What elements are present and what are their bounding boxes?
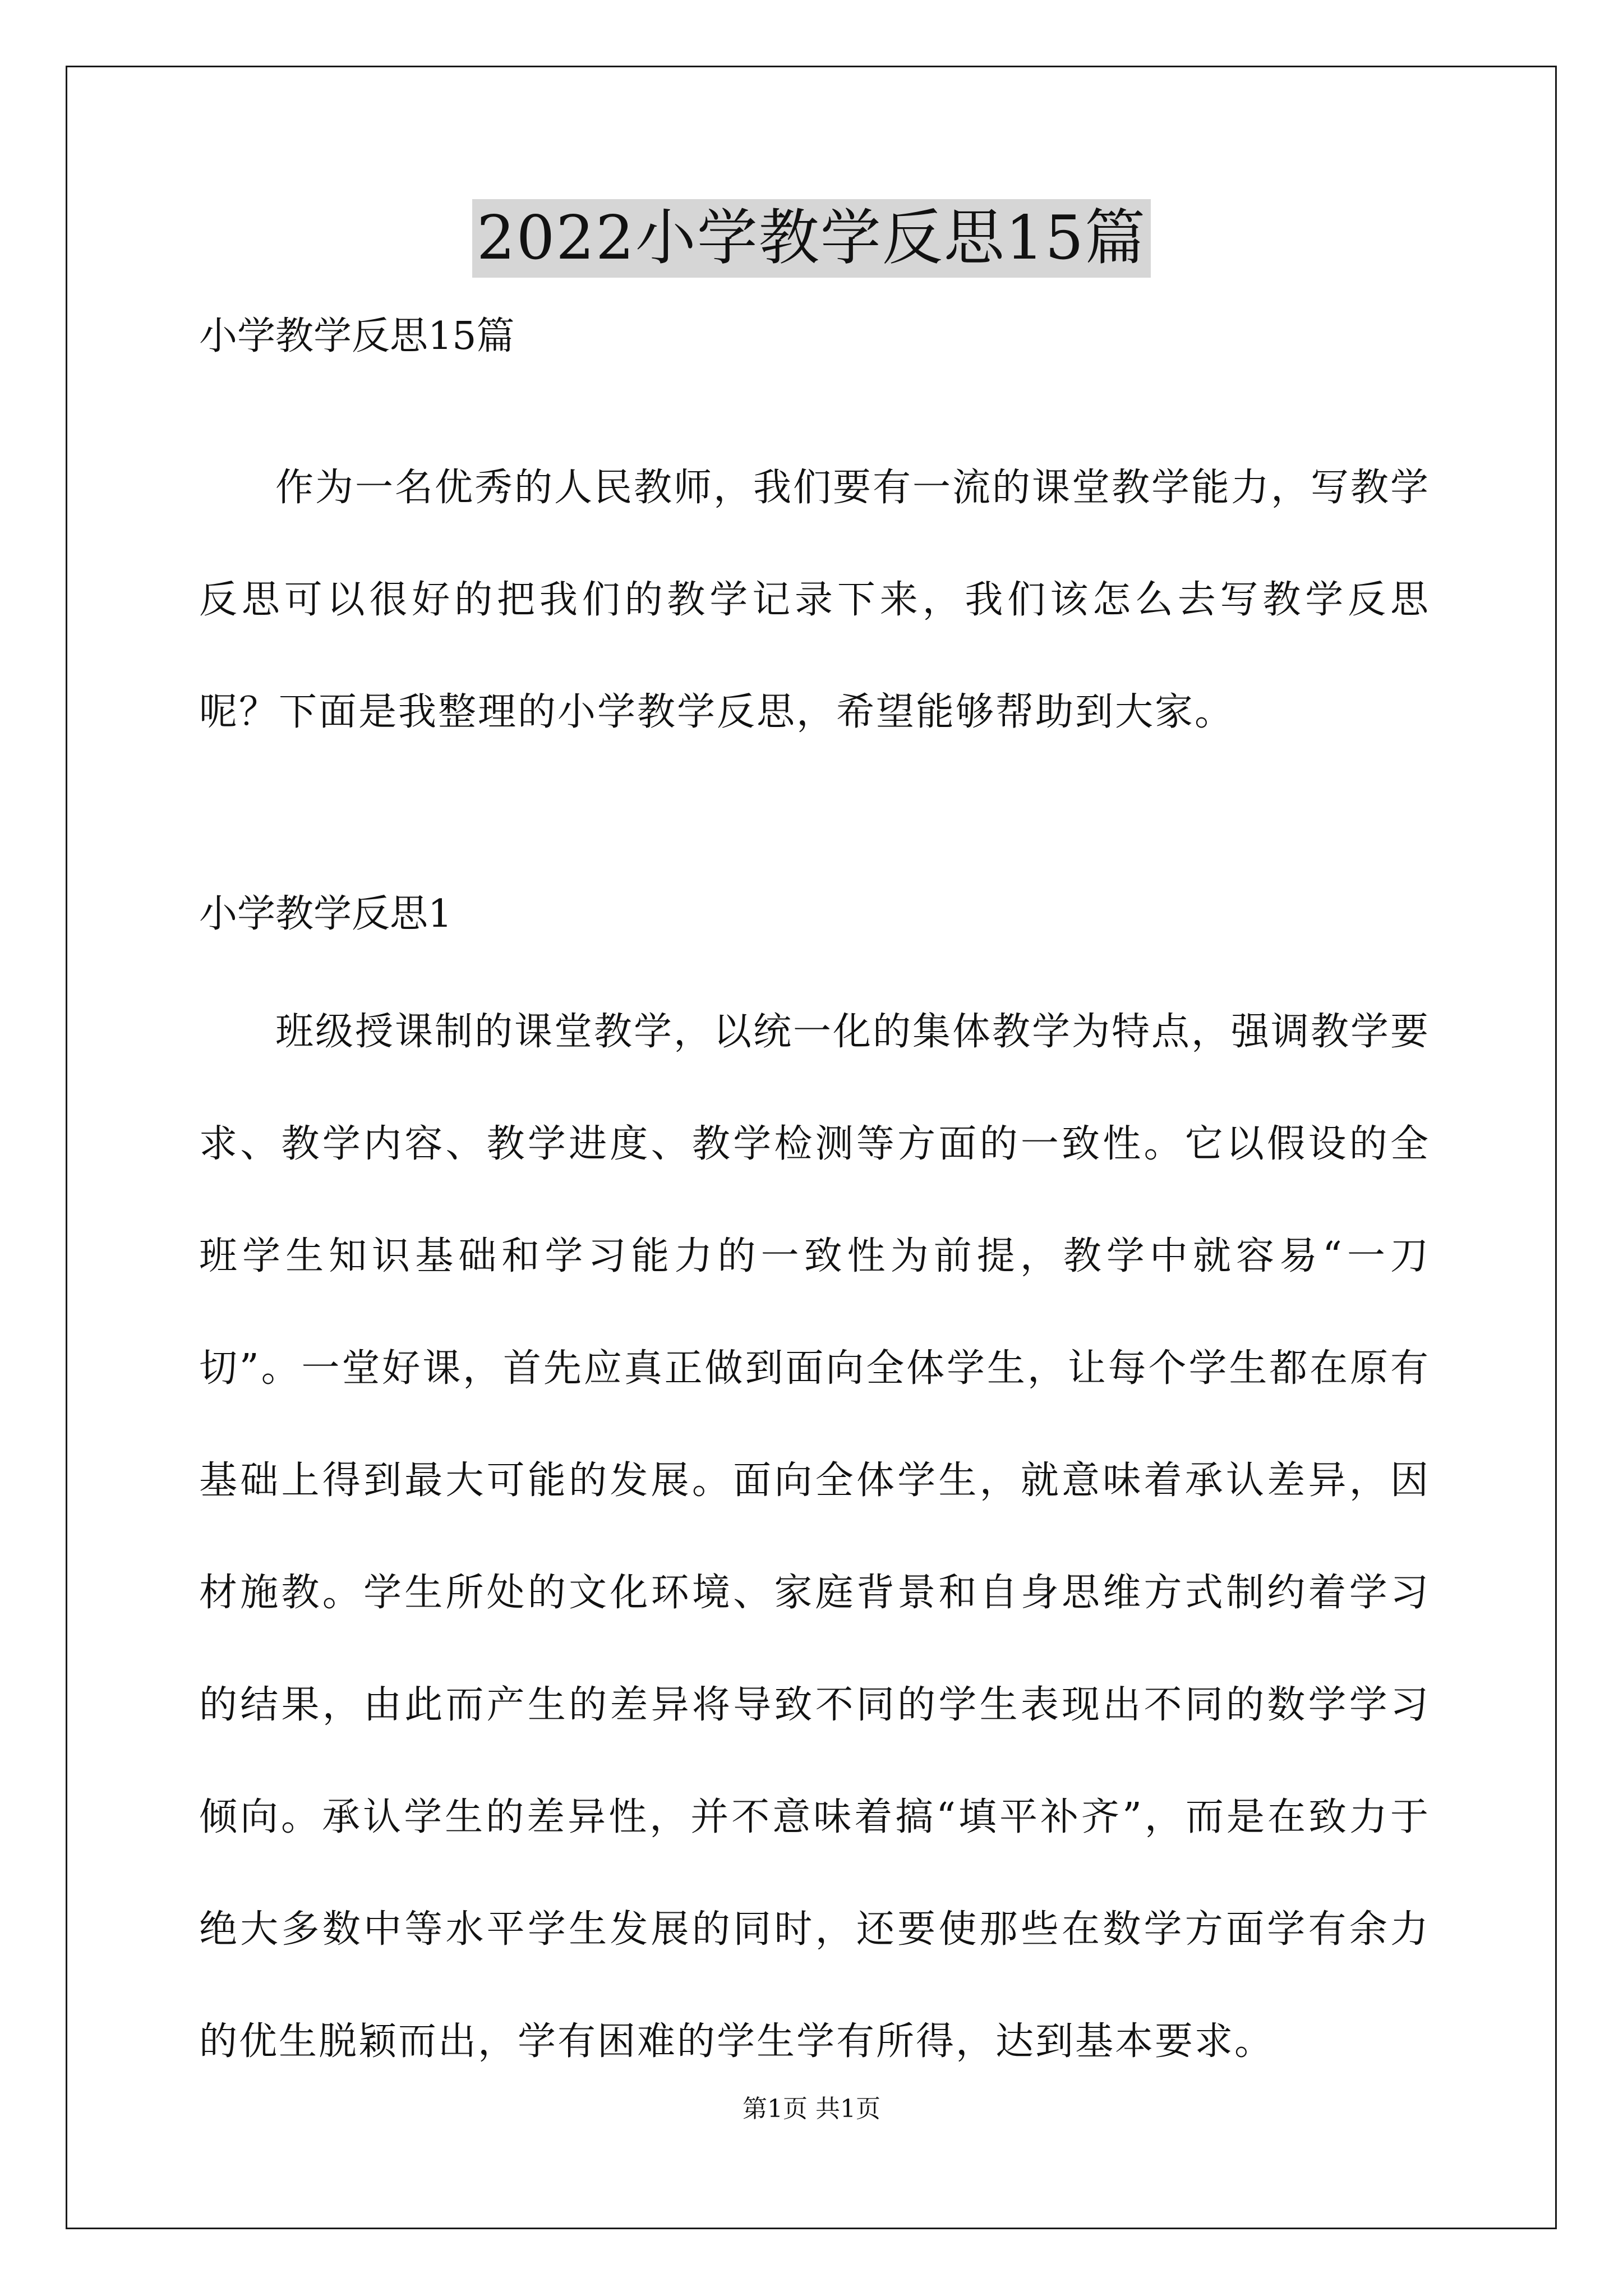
document-title: 2022小学教学反思15篇	[472, 199, 1151, 278]
title-container	[0, 199, 1623, 278]
section-paragraph: 班级授课制的课堂教学，以统一化的集体教学为特点，强调教学要求、教学内容、教学进度、教学检测等方面的一致性。它以假设的全班学生知识基础和学习能力的一致性为前提，教学中就容易“一刀切”。一堂好课，首先应真正做到面向全体学生，让每个学生都在原有基础上得到最大可能的发展。面向全体学生，就意味着承认差异，因材施教。学生所处的文化环境、家庭背景和自身思维方式制约着学习的结果，由此而产生的差异将导致不同的学生表现出不同的数学学习倾向。承认学生的差异性，并不意味着搞“填平补齐”，而是在致力于绝大多数中等水平学生发展的同时，还要使那些在数学方面学有余力的优生脱颖而出，学有困难的学生学有所得，达到基本要求。	[199, 1010, 1431, 2064]
section-heading: 小学教学反思1	[199, 892, 453, 936]
intro-paragraph: 作为一名优秀的人民教师，我们要有一流的课堂教学能力，写教学反思可以很好的把我们的教学记录下来，我们该怎么去写教学反思呢？下面是我整理的小学教学反思，希望能够帮助到大家。	[199, 466, 1431, 734]
document-subtitle: 小学教学反思15篇	[199, 314, 515, 358]
page-footer: 第1页 共1页	[743, 2095, 880, 2123]
